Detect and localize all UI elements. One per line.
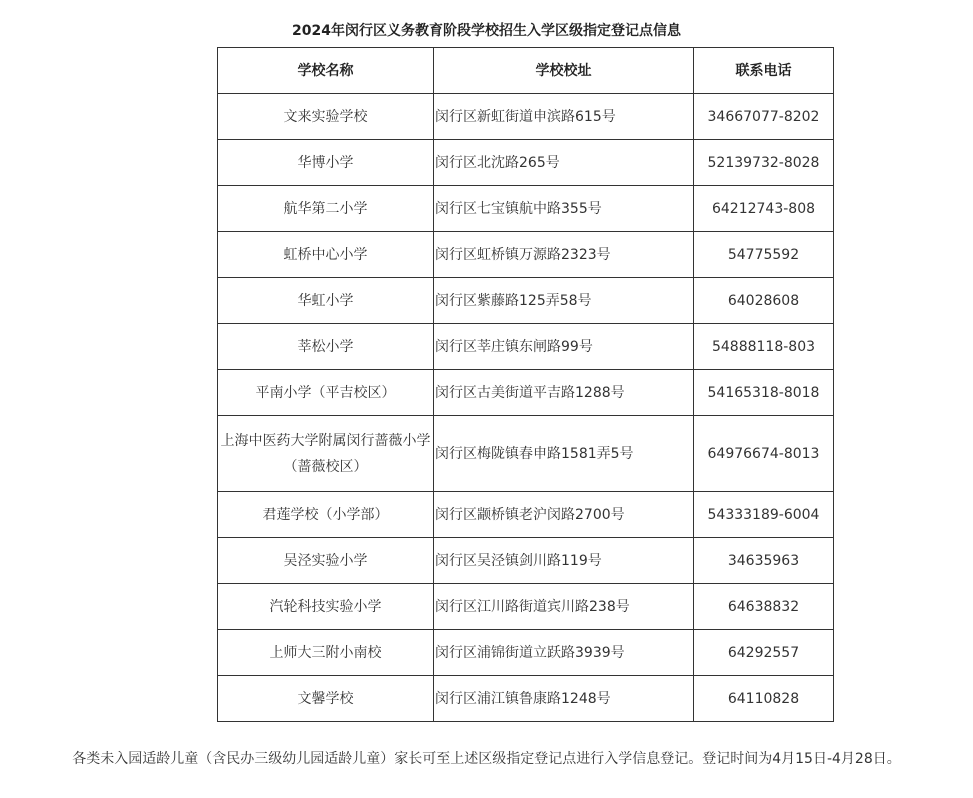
school-name-cell: 华虹小学 bbox=[218, 278, 434, 324]
table-row bbox=[218, 676, 834, 722]
header-school-address: 学校校址 bbox=[434, 48, 694, 94]
contact-phone-cell: 64028608 bbox=[694, 278, 834, 324]
school-address-cell: 闵行区莘庄镇东闸路99号 bbox=[434, 324, 694, 370]
school-name-cell: 平南小学（平吉校区） bbox=[218, 370, 434, 416]
table-row bbox=[218, 140, 834, 186]
contact-phone-cell: 52139732-8028 bbox=[694, 140, 834, 186]
contact-phone-cell: 54333189-6004 bbox=[694, 492, 834, 538]
school-address-cell: 闵行区北沈路265号 bbox=[434, 140, 694, 186]
table-row bbox=[218, 492, 834, 538]
school-name-cell: 吴泾实验小学 bbox=[218, 538, 434, 584]
school-address-cell: 闵行区新虹街道申滨路615号 bbox=[434, 94, 694, 140]
school-name-cell: 虹桥中心小学 bbox=[218, 232, 434, 278]
contact-phone-cell: 54888118-803 bbox=[694, 324, 834, 370]
table-row bbox=[218, 538, 834, 584]
page-title: 2024年闵行区义务教育阶段学校招生入学区级指定登记点信息 bbox=[292, 23, 681, 39]
table-row bbox=[218, 278, 834, 324]
school-address-cell: 闵行区古美街道平吉路1288号 bbox=[434, 370, 694, 416]
school-name-cell: 莘松小学 bbox=[218, 324, 434, 370]
table-row bbox=[218, 94, 834, 140]
table-row bbox=[218, 232, 834, 278]
contact-phone-cell: 54775592 bbox=[694, 232, 834, 278]
contact-phone-cell: 64292557 bbox=[694, 630, 834, 676]
school-name-cell: 航华第二小学 bbox=[218, 186, 434, 232]
table-row bbox=[218, 324, 834, 370]
school-name-cell: 华博小学 bbox=[218, 140, 434, 186]
contact-phone-cell: 34667077-8202 bbox=[694, 94, 834, 140]
header-school-name: 学校名称 bbox=[218, 48, 434, 94]
contact-phone-cell: 54165318-8018 bbox=[694, 370, 834, 416]
registration-table bbox=[217, 47, 834, 722]
school-address-cell: 闵行区梅陇镇春申路1581弄5号 bbox=[434, 416, 694, 492]
table-row bbox=[218, 416, 834, 492]
school-name-cell: 汽轮科技实验小学 bbox=[218, 584, 434, 630]
header-contact-phone: 联系电话 bbox=[694, 48, 834, 94]
table-header-row bbox=[218, 48, 834, 94]
school-name-cell: 文馨学校 bbox=[218, 676, 434, 722]
school-address-cell: 闵行区浦江镇鲁康路1248号 bbox=[434, 676, 694, 722]
school-name-cell: 文来实验学校 bbox=[218, 94, 434, 140]
school-address-cell: 闵行区江川路街道宾川路238号 bbox=[434, 584, 694, 630]
school-name-cell: 上师大三附小南校 bbox=[218, 630, 434, 676]
contact-phone-cell: 34635963 bbox=[694, 538, 834, 584]
school-address-cell: 闵行区颛桥镇老沪闵路2700号 bbox=[434, 492, 694, 538]
table-row bbox=[218, 584, 834, 630]
contact-phone-cell: 64638832 bbox=[694, 584, 834, 630]
school-address-cell: 闵行区吴泾镇剑川路119号 bbox=[434, 538, 694, 584]
contact-phone-cell: 64212743-808 bbox=[694, 186, 834, 232]
school-name-cell: 上海中医药大学附属闵行蔷薇小学（蔷薇校区） bbox=[218, 416, 434, 492]
table-row bbox=[218, 186, 834, 232]
school-address-cell: 闵行区紫藤路125弄58号 bbox=[434, 278, 694, 324]
table-row bbox=[218, 370, 834, 416]
contact-phone-cell: 64976674-8013 bbox=[694, 416, 834, 492]
school-name-cell: 君莲学校（小学部） bbox=[218, 492, 434, 538]
table-row bbox=[218, 630, 834, 676]
school-address-cell: 闵行区虹桥镇万源路2323号 bbox=[434, 232, 694, 278]
school-address-cell: 闵行区七宝镇航中路355号 bbox=[434, 186, 694, 232]
contact-phone-cell: 64110828 bbox=[694, 676, 834, 722]
school-address-cell: 闵行区浦锦街道立跃路3939号 bbox=[434, 630, 694, 676]
registration-note: 各类未入园适龄儿童（含民办三级幼儿园适龄儿童）家长可至上述区级指定登记点进行入学信息登记。登记时间为4月15日-4月28日。 bbox=[72, 751, 901, 767]
